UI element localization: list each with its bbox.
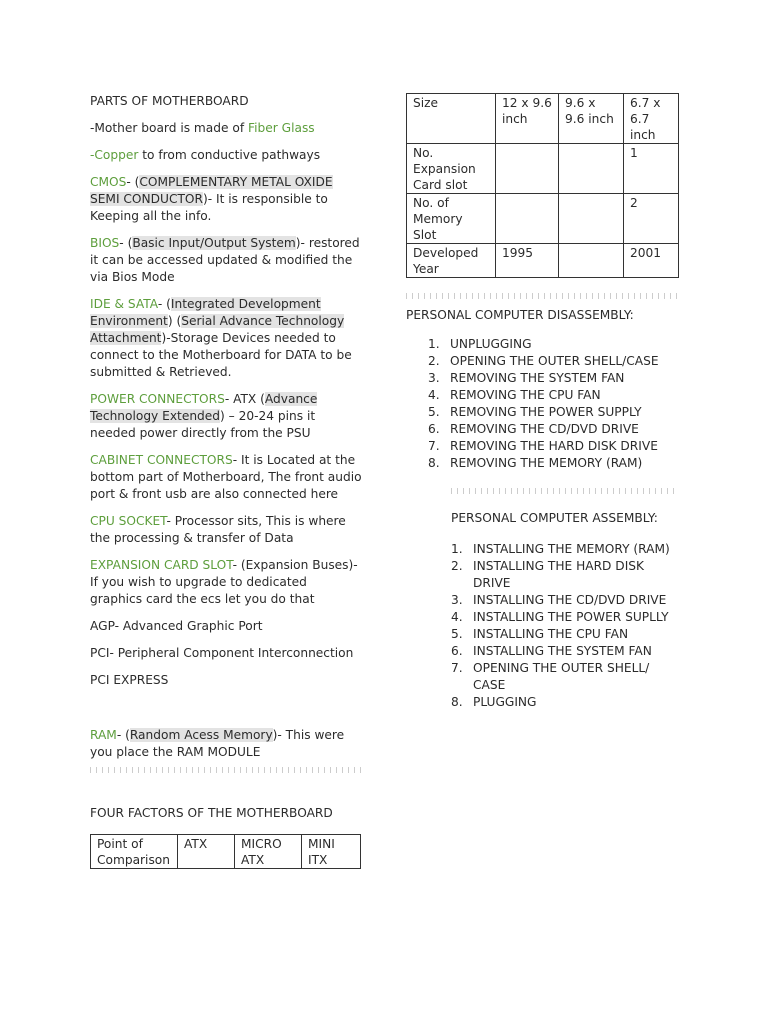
table-cell: No. of Memory Slot [407,194,496,244]
list-item: 4. REMOVING THE CPU FAN [428,388,601,402]
disassembly-title: PERSONAL COMPUTER DISASSEMBLY: [406,308,634,322]
para-copper: -Copper to from conductive pathways [90,148,321,162]
list-item: 6. INSTALLING THE SYSTEM FAN [451,644,652,658]
table-cell [496,144,559,194]
table-cell: Point of Comparison [91,835,178,869]
list-item: 3. INSTALLING THE CD/DVD DRIVE [451,593,667,607]
para-cpu-socket: CPU SOCKET- Processor sits, This is where the processing & transfer of Data [90,514,346,545]
table-cell [496,194,559,244]
list-item: 1. UNPLUGGING [428,337,532,351]
para-cabinet-connectors: CABINET CONNECTORS- It is Located at the bottom part of Motherboard, The front audio port & front usb are also connected here [90,453,362,501]
table-cell: No. Expansion Card slot [407,144,496,194]
list-item: 2. INSTALLING THE HARD DISK DRIVE [451,559,645,590]
para-bios: BIOS- (Basic Input/Output System)- restored it can be accessed updated & modified the via Bios Mode [90,236,360,284]
list-item: 5. INSTALLING THE CPU FAN [451,627,629,641]
table-cell: MINI ITX [302,835,361,869]
table-cell: ATX [178,835,235,869]
assembly-list [451,541,679,711]
table-row [407,144,679,194]
table-cell: 2 [624,194,679,244]
para-cmos: CMOS- (COMPLEMENTARY METAL OXIDE SEMI CONDUCTOR)- It is responsible to Keeping all the info. [90,175,333,223]
table-cell: Size [407,94,496,144]
table-cell: 1 [624,144,679,194]
table-cell: 2001 [624,244,679,278]
divider [451,488,677,494]
para-fiber-glass: -Mother board is made of Fiber Glass [90,121,315,135]
list-item: 1. INSTALLING THE MEMORY (RAM) [451,542,670,556]
table-cell [559,194,624,244]
list-item: 8. PLUGGING [451,695,537,709]
para-ram: RAM- (Random Acess Memory)- This were you place the RAM MODULE [90,728,345,759]
para-pci-express: PCI EXPRESS [90,673,169,687]
para-ide-sata: IDE & SATA- (Integrated Development Environment) (Serial Advance Technology Attachment)-Storage Devices needed to connect to the Motherboard for DATA to be submitted & Retrieved. [90,297,352,379]
table-row [407,194,679,244]
size-table [406,93,679,278]
disassembly-list [428,336,679,472]
factors-table [90,834,361,869]
table-cell: 6.7 x 6.7 inch [624,94,679,144]
list-item: 5. REMOVING THE POWER SUPPLY [428,405,642,419]
factors-title: FOUR FACTORS OF THE MOTHERBOARD [90,806,333,820]
list-item: 6. REMOVING THE CD/DVD DRIVE [428,422,639,436]
right-column [406,93,679,711]
list-item: 8. REMOVING THE MEMORY (RAM) [428,456,643,470]
para-agp: AGP- Advanced Graphic Port [90,619,263,633]
list-item: 7. OPENING THE OUTER SHELL/ CASE [451,661,650,692]
left-column [90,93,362,869]
table-cell [559,144,624,194]
table-row [407,94,679,144]
list-item: 3. REMOVING THE SYSTEM FAN [428,371,625,385]
table-cell: 9.6 x 9.6 inch [559,94,624,144]
divider [406,293,679,299]
table-cell: 12 x 9.6 inch [496,94,559,144]
para-pci: PCI- Peripheral Component Interconnection [90,646,354,660]
para-expansion-slot: EXPANSION CARD SLOT- (Expansion Buses)- If you wish to upgrade to dedicated graphics card the ecs let you do that [90,558,358,606]
list-item: 7. REMOVING THE HARD DISK DRIVE [428,439,658,453]
para-power-connectors: POWER CONNECTORS- ATX (Advance Technology Extended) – 20-24 pins it needed power directly from the PSU [90,392,318,440]
table-cell [559,244,624,278]
table-row [407,244,679,278]
table-row [91,835,361,869]
list-item: 4. INSTALLING THE POWER SUPLLY [451,610,669,624]
table-cell: MICRO ATX [235,835,302,869]
table-cell: Developed Year [407,244,496,278]
assembly-title: PERSONAL COMPUTER ASSEMBLY: [451,511,658,525]
divider [90,767,362,773]
table-cell: 1995 [496,244,559,278]
parts-title: PARTS OF MOTHERBOARD [90,94,249,108]
list-item: 2. OPENING THE OUTER SHELL/CASE [428,354,659,368]
